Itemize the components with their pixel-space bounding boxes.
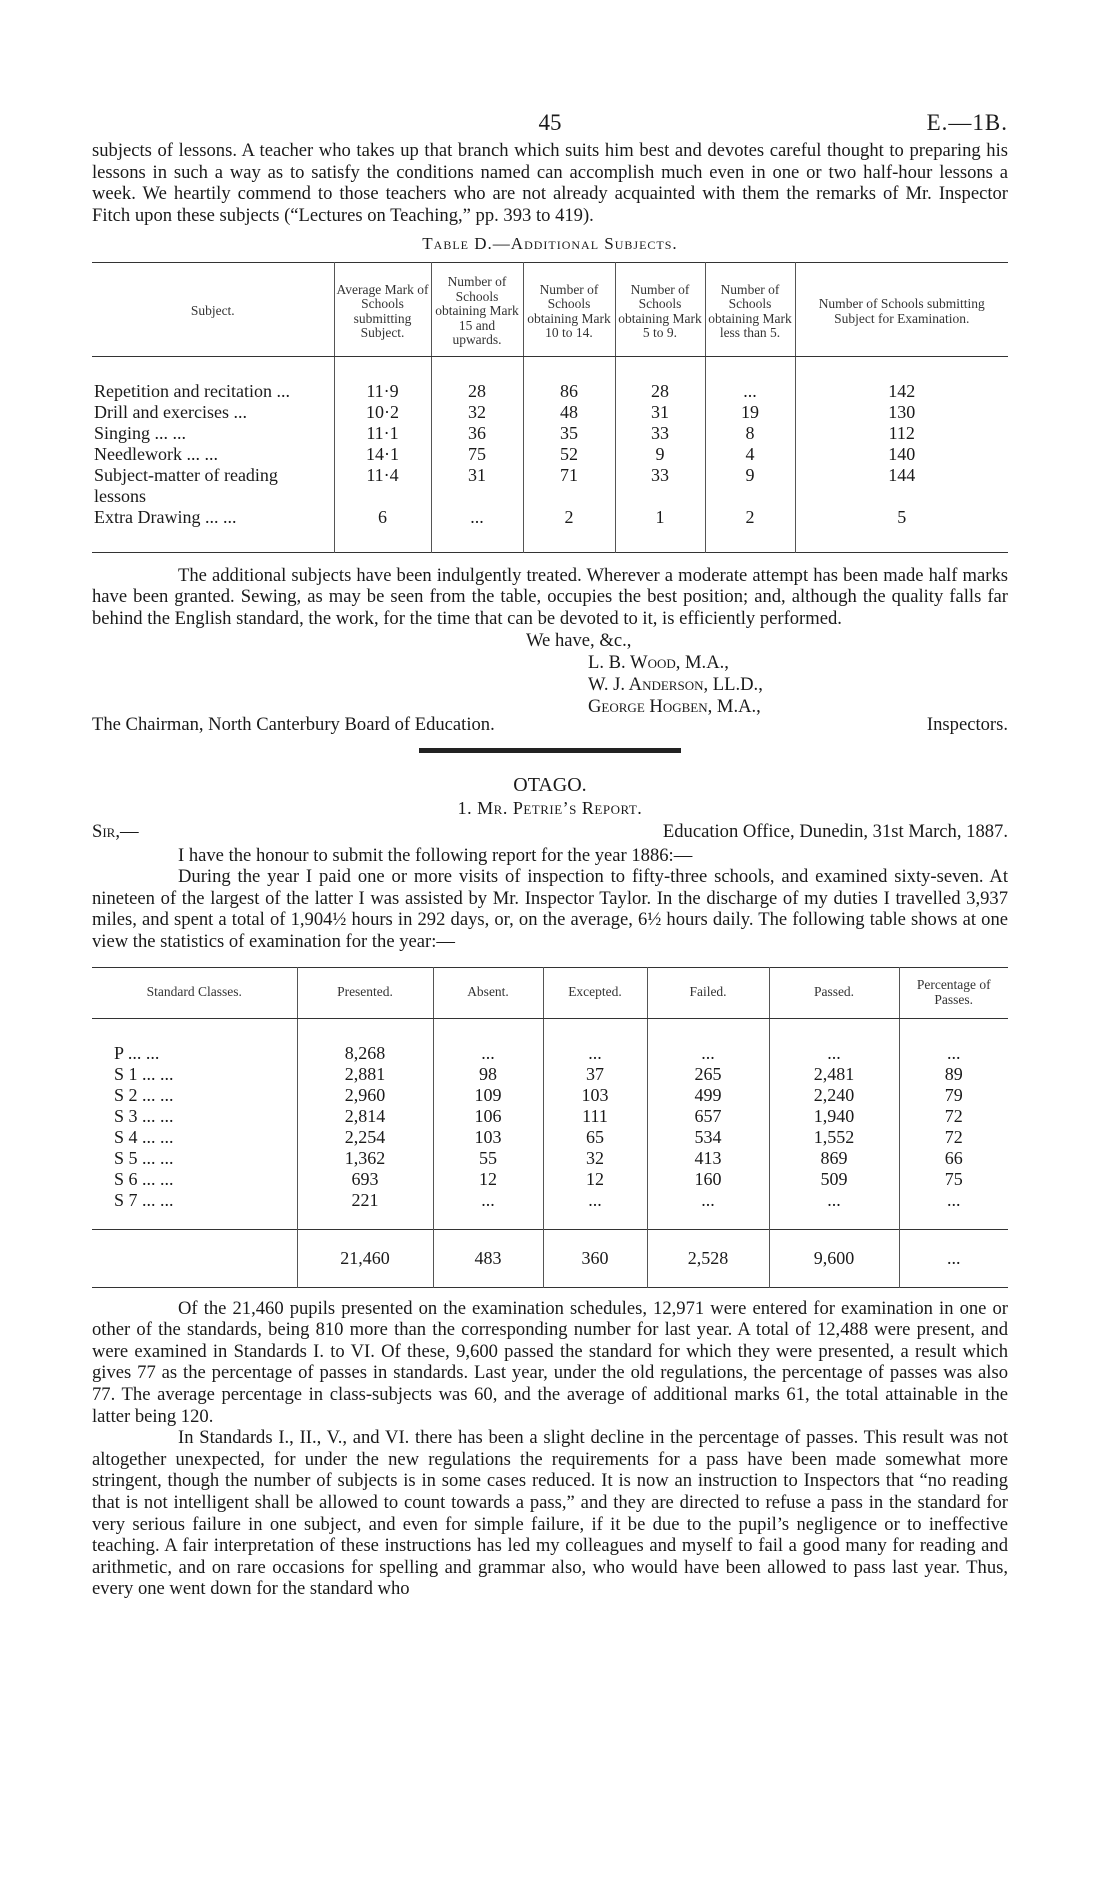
table-cell: 413	[647, 1148, 769, 1169]
table-cell: 693	[297, 1169, 433, 1190]
report-paragraph: During the year I paid one or more visits of inspection to fifty-three schools, and examined sixty-seven. At nineteen of the largest of the latter I was assisted by Mr. Inspector Taylor. In the discharge of my duties I travelled 3,937 miles, and spent a total of 1,904½ hours in 292 days, or, on the average, 6½ hours daily. The following table shows at one view the statistics of examination for the year:—	[92, 866, 1008, 953]
table-cell: 142	[795, 356, 1008, 402]
table-cell: 144	[795, 465, 1008, 507]
table-row	[92, 1148, 1008, 1169]
additional-subjects-table	[92, 262, 1008, 553]
examination-statistics-table	[92, 967, 1008, 1288]
table-cell: 35	[523, 423, 615, 444]
table-cell: 28	[431, 356, 523, 402]
table-cell: 75	[431, 444, 523, 465]
table-cell: 221	[297, 1190, 433, 1230]
table-cell: 2,481	[769, 1064, 899, 1085]
report-subheading: 1. Mr. Petrie’s Report.	[457, 797, 643, 818]
document-reference: E.—1B.	[926, 110, 1008, 135]
table-cell: 109	[433, 1085, 543, 1106]
table-cell: 869	[769, 1148, 899, 1169]
table-cell: 1,362	[297, 1148, 433, 1169]
column-header: Excepted.	[543, 967, 647, 1018]
table-cell: 2	[705, 507, 795, 553]
column-header: Passed.	[769, 967, 899, 1018]
table-cell: 103	[433, 1127, 543, 1148]
table-cell: 10·2	[334, 402, 431, 423]
table-row	[92, 444, 1008, 465]
table-cell: 103	[543, 1085, 647, 1106]
table-cell: 130	[795, 402, 1008, 423]
table-cell: ...	[647, 1018, 769, 1064]
table-cell: ...	[431, 507, 523, 553]
table-cell: 89	[899, 1064, 1008, 1085]
table-cell: 140	[795, 444, 1008, 465]
table-row	[92, 507, 1008, 553]
table-cell: 79	[899, 1085, 1008, 1106]
table-cell: 483	[433, 1229, 543, 1287]
intro-paragraph: subjects of lessons. A teacher who takes up that branch which suits him best and devotes careful thought to preparing his lessons in such a way as to satisfy the conditions named can accomplish much even in one or two half-hour lessons a week. We heartily commend to those teachers who are not already acquainted with them the remarks of Mr. Inspector Fitch upon these subjects (“Lectures on Teaching,” pp. 393 to 419).	[92, 140, 1008, 226]
signatory-name: George Hogben, M.A.,	[588, 695, 761, 717]
table-cell: 160	[647, 1169, 769, 1190]
table-cell: Repetition and recitation ...	[94, 380, 290, 401]
table-cell: 12	[433, 1169, 543, 1190]
table-cell: ...	[769, 1190, 899, 1230]
signatory-name: L. B. Wood, M.A.,	[588, 651, 729, 673]
table-cell: 72	[899, 1127, 1008, 1148]
table-cell: 6	[334, 507, 431, 553]
table-cell: 499	[647, 1085, 769, 1106]
column-header: Subject.	[92, 263, 334, 357]
table-cell: ...	[433, 1018, 543, 1064]
table-cell: 9,600	[769, 1229, 899, 1287]
table-cell: ...	[647, 1190, 769, 1230]
table-cell: S 5 ... ...	[114, 1147, 174, 1168]
table-cell: 2,814	[297, 1106, 433, 1127]
table-row	[92, 1085, 1008, 1106]
table-cell: ...	[899, 1229, 1008, 1287]
table-cell: Extra Drawing ... ...	[94, 506, 237, 527]
table-row	[92, 1106, 1008, 1127]
totals-row	[92, 1229, 1008, 1287]
table-cell: S 3 ... ...	[114, 1105, 174, 1126]
table-cell: S 4 ... ...	[114, 1126, 174, 1147]
column-header: Standard Classes.	[92, 967, 297, 1018]
dateline: Education Office, Dunedin, 31st March, 1887.	[662, 820, 1008, 842]
column-header: Number of Schools obtaining Mark less than 5.	[705, 263, 795, 357]
table-cell: Singing ... ...	[94, 422, 187, 443]
we-have: We have, &c.,	[526, 629, 632, 651]
table-cell: 31	[615, 402, 705, 423]
table-cell: 14·1	[334, 444, 431, 465]
table-cell: Needlework ... ...	[94, 443, 218, 464]
table-cell: 71	[523, 465, 615, 507]
table-cell: 2,960	[297, 1085, 433, 1106]
table-row	[92, 1127, 1008, 1148]
table-row	[92, 1018, 1008, 1064]
column-header: Average Mark of Schools submitting Subject.	[334, 263, 431, 357]
table-row	[92, 402, 1008, 423]
table-cell: 19	[705, 402, 795, 423]
table-row	[92, 465, 1008, 507]
table-header-row	[92, 967, 1008, 1018]
column-header: Number of Schools submitting Subject for Examination.	[795, 263, 1008, 357]
table-cell: 33	[615, 465, 705, 507]
table-cell: 657	[647, 1106, 769, 1127]
page-number: 45	[538, 110, 562, 135]
table-cell: S 7 ... ...	[114, 1189, 174, 1210]
table-cell: S 1 ... ...	[114, 1063, 174, 1084]
column-header: Number of Schools obtaining Mark 5 to 9.	[615, 263, 705, 357]
table-cell: 72	[899, 1106, 1008, 1127]
table-cell: 32	[431, 402, 523, 423]
table-cell: 65	[543, 1127, 647, 1148]
table-cell: 32	[543, 1148, 647, 1169]
table-cell: 36	[431, 423, 523, 444]
table-d-caption: Table D.—Additional Subjects.	[422, 234, 678, 254]
table-cell: 534	[647, 1127, 769, 1148]
table-cell: Subject-matter of reading lessons	[94, 464, 278, 506]
table-cell: 28	[615, 356, 705, 402]
table-cell: ...	[433, 1190, 543, 1230]
additional-subjects-paragraph: The additional subjects have been indulgently treated. Wherever a moderate attempt has been made half marks have been granted. Sewing, as may be seen from the table, occupies the best position; and, although the quality falls far behind the English standard, the work, for the time that can be devoted to it, is efficiently performed.	[92, 564, 1008, 630]
table-cell: 2,254	[297, 1127, 433, 1148]
table-cell: 86	[523, 356, 615, 402]
table-cell: 21,460	[297, 1229, 433, 1287]
table-cell: 265	[647, 1064, 769, 1085]
table-cell: 1	[615, 507, 705, 553]
table-cell: 55	[433, 1148, 543, 1169]
table-cell: 9	[615, 444, 705, 465]
table-cell: 1,940	[769, 1106, 899, 1127]
addressee: The Chairman, North Canterbury Board of Education.	[92, 713, 495, 735]
page	[92, 0, 1008, 1600]
table-row	[92, 356, 1008, 402]
table-cell: 75	[899, 1169, 1008, 1190]
table-cell: 66	[899, 1148, 1008, 1169]
table-row	[92, 423, 1008, 444]
report-paragraph: Of the 21,460 pupils presented on the examination schedules, 12,971 were entered for examination in one or other of the standards, being 810 more than the corresponding number for last year. A total of 12,488 were present, and were examined in Standards I. to VI. Of these, 9,600 passed the standard for which they were presented, a result which gives 77 as the percentage of passes in standards. Last year, under the old regulations, the percentage of passes was also 77. The average percentage in class-subjects was 60, and the average of additional marks 61, the total attainable in the latter being 120.	[92, 1297, 1008, 1427]
signatory-name: W. J. Anderson, LL.D.,	[588, 673, 763, 695]
table-cell: 11·9	[334, 356, 431, 402]
signature-block	[92, 629, 1008, 735]
report-paragraph: In Standards I., II., V., and VI. there has been a slight decline in the percentage of passes. This result was not altogether unexpected, for under the new regulations the requirements for a pass have been made somewhat more stringent, though the number of subjects is in some cases reduced. It is now an instruction to Inspectors that “no reading that is not intelligent shall be allowed to count towards a pass,” and they are directed to refuse a pass in the standard for very serious failure in one subject, and even for simple failure, if it be due to the pupil’s negligence or to ineffective teaching. A fair interpretation of these instructions has led my colleagues and myself to fail a good many for reading and arithmetic, and on rare occasions for spelling and grammar also, who would have been allowed to pass last year. Thus, every one went down for the standard who	[92, 1427, 1008, 1600]
table-cell: 509	[769, 1169, 899, 1190]
table-cell: 360	[543, 1229, 647, 1287]
table-cell: 48	[523, 402, 615, 423]
signatory-role: Inspectors.	[926, 713, 1008, 735]
report-paragraph: I have the honour to submit the following report for the year 1886:—	[178, 844, 693, 866]
table-cell: 52	[523, 444, 615, 465]
table-cell: 8	[705, 423, 795, 444]
table-cell: 4	[705, 444, 795, 465]
table-cell: 2	[523, 507, 615, 553]
table-cell: ...	[543, 1018, 647, 1064]
table-row	[92, 1169, 1008, 1190]
table-cell: 5	[795, 507, 1008, 553]
table-cell: Drill and exercises ...	[94, 401, 247, 422]
salutation-line	[92, 821, 1008, 845]
table-cell: ...	[899, 1190, 1008, 1230]
table-cell	[92, 1229, 297, 1287]
column-header: Presented.	[297, 967, 433, 1018]
column-header: Absent.	[433, 967, 543, 1018]
table-cell: ...	[899, 1018, 1008, 1064]
table-cell: 2,528	[647, 1229, 769, 1287]
table-cell: ...	[769, 1018, 899, 1064]
table-cell: ...	[543, 1190, 647, 1230]
table-cell: 2,240	[769, 1085, 899, 1106]
table-cell: 106	[433, 1106, 543, 1127]
table-cell: 31	[431, 465, 523, 507]
column-header: Failed.	[647, 967, 769, 1018]
table-cell: 1,552	[769, 1127, 899, 1148]
table-cell: 37	[543, 1064, 647, 1085]
table-cell: 112	[795, 423, 1008, 444]
section-heading: OTAGO.	[513, 773, 587, 796]
table-cell: 98	[433, 1064, 543, 1085]
table-cell: ...	[705, 356, 795, 402]
page-header	[92, 0, 1008, 140]
column-header: Percentage of Passes.	[899, 967, 1008, 1018]
table-cell: 11·1	[334, 423, 431, 444]
table-cell: S 6 ... ...	[114, 1168, 174, 1189]
table-cell: 33	[615, 423, 705, 444]
table-cell: 12	[543, 1169, 647, 1190]
table-cell: 2,881	[297, 1064, 433, 1085]
salutation: Sir,—	[92, 820, 139, 842]
table-row	[92, 1064, 1008, 1085]
table-cell: 9	[705, 465, 795, 507]
table-header-row	[92, 263, 1008, 357]
table-cell: P ... ...	[114, 1042, 160, 1063]
table-cell: 11·4	[334, 465, 431, 507]
table-cell: 111	[543, 1106, 647, 1127]
table-cell: 8,268	[297, 1018, 433, 1064]
section-divider	[419, 748, 681, 753]
table-row	[92, 1190, 1008, 1230]
table-cell: S 2 ... ...	[114, 1084, 174, 1105]
column-header: Number of Schools obtaining Mark 15 and upwards.	[431, 263, 523, 357]
column-header: Number of Schools obtaining Mark 10 to 14.	[523, 263, 615, 357]
